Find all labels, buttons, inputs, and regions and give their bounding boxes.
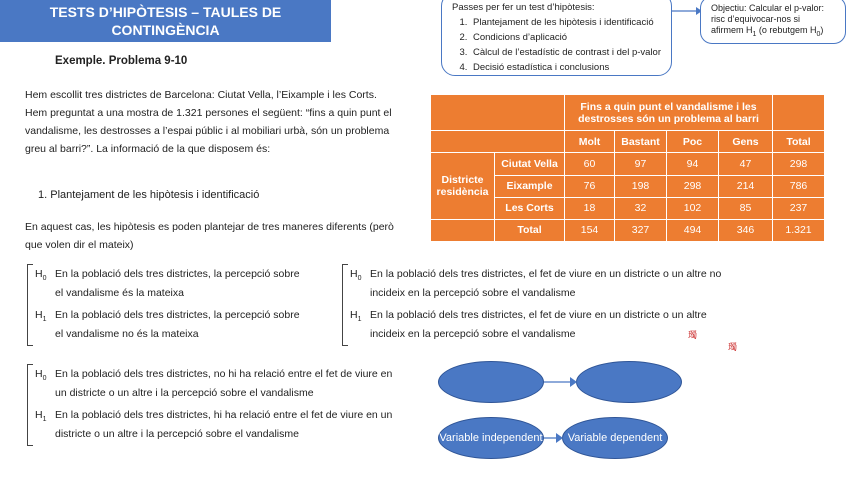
table-cell: 214 [719, 175, 773, 197]
row-label: Ciutat Vella [495, 153, 565, 175]
row-group-label: Districte residència [431, 153, 495, 219]
title-line1: TESTS D’HIPÒTESIS – TAULES DE CONTINGÈNCIA [49, 4, 282, 38]
step-item: 4. Decisió estadística i conclusions [470, 60, 671, 75]
hypothesis-h0-set1: $H_0$ En la població dels tres districtes, la percepció sobre el vandalisme és la mateixa [35, 265, 300, 303]
table-cell: 94 [667, 153, 719, 175]
blank-ellipse-right [576, 361, 682, 403]
step-item: 1. Plantejament de les hipòtesis i identificació [470, 15, 671, 30]
slide-title [0, 0, 331, 56]
ways-paragraph: En aquest cas, les hipòtesis es poden plantejar de tres maneres diferents (però que volen dir el mateix) [25, 221, 394, 251]
hypothesis-h1-set2: $H_1$ En la població dels tres districtes, el fet de viure en un districte o un altre incideix en la percepció sobre el vandalisme [350, 306, 725, 344]
h1-symbol: $H_1$ [35, 309, 47, 324]
steps-title: Passes per fer un test d’hipòtesis: [452, 2, 595, 13]
table-cell: 97 [615, 153, 667, 175]
total-cell: 1.321 [773, 219, 825, 241]
column-header: Bastant [615, 131, 667, 153]
hypothesis-h1-set1: $H_1$ En la població dels tres districtes, la percepció sobre el vandalisme no és la mateixa [35, 306, 300, 344]
bracket-set2 [342, 264, 348, 346]
step-item: 3. Càlcul de l’estadístic de contrast i del p-valor [470, 45, 671, 60]
h0-symbol: $H_0$ [350, 268, 362, 283]
column-header: Poc [667, 131, 719, 153]
table-cell: 60 [565, 153, 615, 175]
blank-ellipse-left [438, 361, 544, 403]
column-header: Molt [565, 131, 615, 153]
step1-heading: 1. Plantejament de les hipòtesis i identificació [38, 189, 260, 201]
step-item: 2. Condicions d’aplicació [470, 30, 671, 45]
total-row-label: Total [495, 219, 565, 241]
bracket-set3 [27, 364, 33, 446]
table-cell: 786 [773, 175, 825, 197]
total-cell: 327 [615, 219, 667, 241]
row-label: Eixample [495, 175, 565, 197]
independent-variable-ellipse: Variable independent [438, 417, 544, 459]
example-heading: Exemple. Problema 9-10 [55, 55, 188, 67]
total-cell: 346 [719, 219, 773, 241]
table-cell: 298 [773, 153, 825, 175]
table-cell: 32 [615, 197, 667, 219]
bracket-set1 [27, 264, 33, 346]
dependent-variable-ellipse: Variable dependent [562, 417, 668, 459]
arrow-right-icon [544, 432, 564, 444]
column-header: Total [773, 131, 825, 153]
red-mark: 㻿 [728, 342, 738, 352]
intro-paragraph: Hem escollit tres districtes de Barcelona: Ciutat Vella, l’Eixample i les Corts. Hem preguntat a una mostra de 1.321 persones el següent: “fins a quin punt el vandalisme, les destrosses a l’espai públic i al mobiliari urbà, són un problema greu al barri?”. La informació de la que disposem és: [25, 89, 392, 155]
table-question-header: Fins a quin punt el vandalisme i les destrosses són un problema al barri [565, 95, 773, 131]
objective-line2: risc d’equivocar-nos si [711, 14, 801, 24]
total-cell: 494 [667, 219, 719, 241]
objective-box [700, 0, 846, 44]
arrow-icon [672, 5, 702, 17]
table-cell: 76 [565, 175, 615, 197]
steps-box [441, 0, 672, 76]
table-cell: 47 [719, 153, 773, 175]
objective-line3: afirmem $H_1$ (o rebutgem $H_0$) [711, 25, 824, 38]
hypothesis-h0-set3: $H_0$ En la població dels tres districtes, no hi ha relació entre el fet de viure en un districte o un altre i la percepció sobre el vandalisme [35, 365, 400, 403]
h0-symbol: $H_0$ [35, 368, 47, 383]
objective-line1: Objectiu: Calcular el p-valor: [711, 3, 825, 13]
table-corner [431, 95, 565, 131]
row-label: Les Corts [495, 197, 565, 219]
h1-symbol: $H_1$ [35, 409, 47, 424]
table-cell: 298 [667, 175, 719, 197]
contingency-table [430, 94, 825, 242]
title-line2: (EL TEST DE LA KHI-QUADRAT) [58, 40, 273, 56]
arrow-right-icon [544, 376, 578, 388]
column-header: Gens [719, 131, 773, 153]
table-cell: 198 [615, 175, 667, 197]
red-mark: 㻿 [688, 330, 698, 340]
h0-symbol: $H_0$ [35, 268, 47, 283]
table-cell: 102 [667, 197, 719, 219]
hypothesis-h0-set2: $H_0$ En la població dels tres districtes, el fet de viure en un districte o un altre no incideix en la percepció sobre el vandalisme [350, 265, 725, 303]
total-row-corner [431, 219, 495, 241]
table-cell: 237 [773, 197, 825, 219]
table-cell: 18 [565, 197, 615, 219]
hypothesis-h1-set3: $H_1$ En la població dels tres districtes, hi ha relació entre el fet de viure en un districte o un altre i la percepció sobre el vandalisme [35, 406, 400, 444]
table-cell: 85 [719, 197, 773, 219]
steps-list [452, 15, 671, 75]
total-cell: 154 [565, 219, 615, 241]
table-corner-2 [431, 131, 565, 153]
table-corner-right [773, 95, 825, 131]
h1-symbol: $H_1$ [350, 309, 362, 324]
